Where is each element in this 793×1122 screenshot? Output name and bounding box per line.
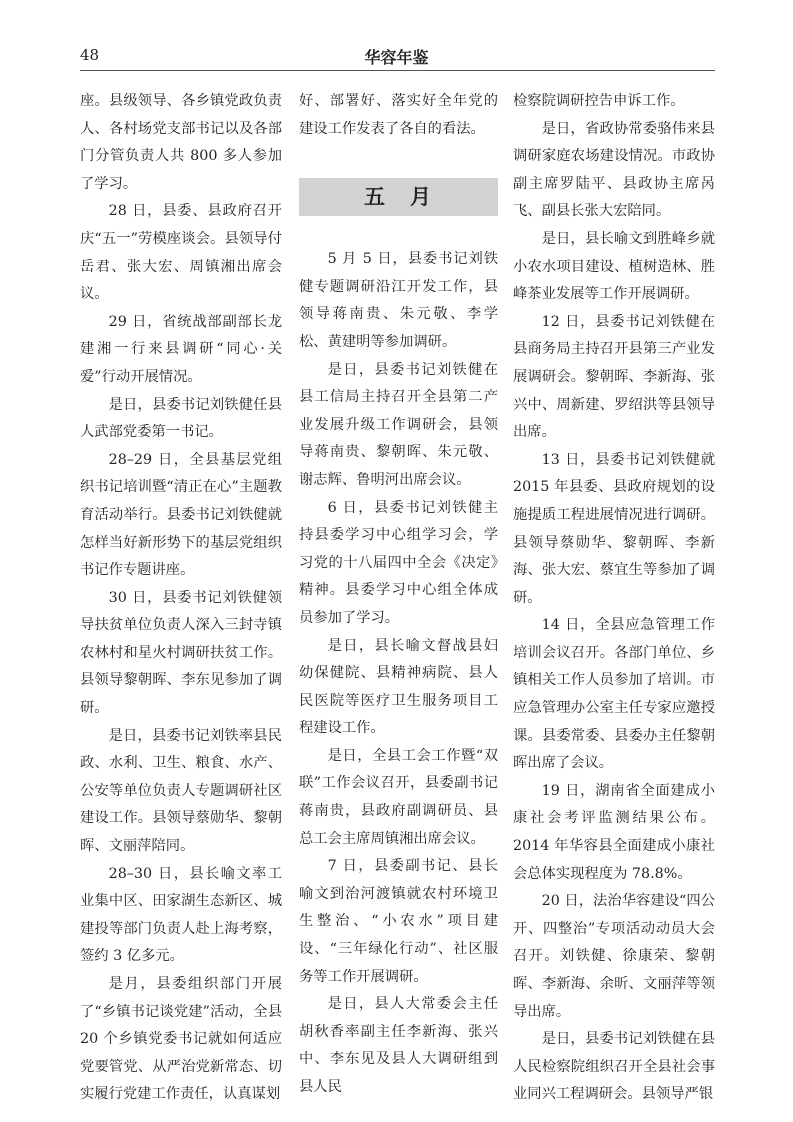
paragraph: 14 日，全县应急管理工作培训会议召开。各部门单位、乡镇相关工作人员参加了培训。市应急管理办公室主任专家应邀授课。县委常委、县委办主任黎朝晖出席了会议。 — [513, 617, 715, 772]
page-number: 48 — [80, 46, 100, 64]
running-title: 华容年鉴 — [364, 48, 429, 67]
paragraph: 12 日，县委书记刘铁健在县商务局主持召开县第三产业发展调研会。黎朝晖、李新海、张兴中、周新建、罗绍洪等县领导出席。 — [513, 313, 715, 441]
paragraph: 13 日，县委书记刘铁健就 2015 年县委、县政府规划的设施提质工程进展情况进行调研。县领导蔡勋华、黎朝晖、李新海、张大宏、蔡宜生等参加了调研。 — [513, 451, 715, 606]
paragraph: 是日，县委书记刘铁率县民政、水利、卫生、粮食、水产、公安等单位负责人专题调研社区建设工作。县领导蔡勋华、黎朝晖、文丽萍陪同。 — [80, 727, 282, 855]
paragraph: 28–29 日，全县基层党组织书记培训暨“清正在心”主题教育活动举行。县委书记刘铁健就怎样当好新形势下的基层党组织书记作专题讲座。 — [80, 451, 282, 579]
paragraph: 7 日，县委副书记、县长喻文到治河渡镇就农村环境卫生整治、“小农水”项目建设、“三年绿化行动”、社区服务等工作开展调研。 — [299, 858, 498, 985]
header-rule — [80, 70, 715, 71]
paragraph: 检察院调研控告申诉工作。 — [513, 93, 685, 109]
month-heading: 五 月 — [299, 178, 498, 216]
paragraph: 20 日，法治华容建设“四公开、四整治”专项活动动员大会召开。刘铁健、徐康荣、黎朝晖、李新海、余昕、文丽萍等领导出席。 — [513, 893, 715, 1020]
paragraph: 5 月 5 日，县委书记刘铁健专题调研沿江开发工作，县领导蒋南贵、朱元敬、李学松、黄建明等参加调研。 — [299, 251, 498, 350]
paragraph: 是日，县委书记刘铁健在县工信局主持召开全县第二产业发展升级工作调研会，县领导蒋南贵、黎朝晖、朱元敬、谢志辉、鲁明河出席会议。 — [299, 361, 498, 488]
paragraph: 是日，县长喻文督战县妇幼保健院、县精神病院、县人民医院等医疗卫生服务项目工程建设工作。 — [299, 637, 498, 737]
paragraph: 是月，县委组织部门开展了“乡镇书记谈党建”活动，全县 20 个乡镇党委书记就如何适应党要管党、从严治党新常态、切实履行党建工作责任，认真谋划 — [80, 976, 282, 1103]
paragraph: 6 日，县委书记刘铁健主持县委学习中心组学习会，学习党的十八届四中全会《决定》精神。县委学习中心组全体成员参加了学习。 — [299, 499, 498, 626]
paragraph: 是日，全县工会工作暨“双联”工作会议召开，县委副书记蒋南贵，县政府副调研员、县总工会主席周镇湘出席会议。 — [299, 747, 498, 847]
column-left — [80, 88, 282, 1109]
paragraph: 好、部署好、落实好全年党的建设工作发表了各自的看法。 — [299, 93, 498, 137]
paragraph: 是日，县长喻文到胜峰乡就小农水项目建设、植树造林、胜峰茶业发展等工作开展调研。 — [513, 230, 715, 303]
column-right — [513, 88, 715, 1109]
column-middle — [299, 88, 498, 1102]
paragraph: 28–30 日，县长喻文率工业集中区、田家湖生态新区、城建投等部门负责人赴上海考察，签约 3 亿多元。 — [80, 865, 282, 965]
paragraph: 19 日，湖南省全面建成小康社会考评监测结果公布。2014 年华容县全面建成小康社会总体实现程度为 78.8%。 — [513, 782, 715, 882]
paragraph: 是日，省政协常委骆伟来县调研家庭农场建设情况。市政协副主席罗陆平、县政协主席呙飞、副县长张大宏陪同。 — [513, 120, 715, 220]
paragraph: 是日，县委书记刘铁健任县人武部党委第一书记。 — [80, 396, 282, 441]
paragraph: 28 日，县委、县政府召开庆“五一”劳模座谈会。县领导付岳君、张大宏、周镇湘出席会议。 — [80, 203, 282, 303]
paragraph: 30 日，县委书记刘铁健领导扶贫单位负责人深入三封寺镇农林村和星火村调研扶贫工作。县领导黎朝晖、李东见参加了调研。 — [80, 589, 282, 717]
paragraph: 座。县级领导、各乡镇党政负责人、各村场党支部书记以及各部门分管负责人共 800 多人参加了学习。 — [80, 93, 282, 192]
paragraph: 是日，县委书记刘铁健在县人民检察院组织召开全县社会事业同兴工程调研会。县领导严银 — [513, 1031, 715, 1103]
paragraph: 是日，县人大常委会主任胡秋香率副主任李新海、张兴中、李东见及县人大调研组到县人民 — [299, 996, 498, 1095]
paragraph: 29 日，省统战部副部长龙建湘一行来县调研“同心·关爱”行动开展情况。 — [80, 313, 282, 385]
